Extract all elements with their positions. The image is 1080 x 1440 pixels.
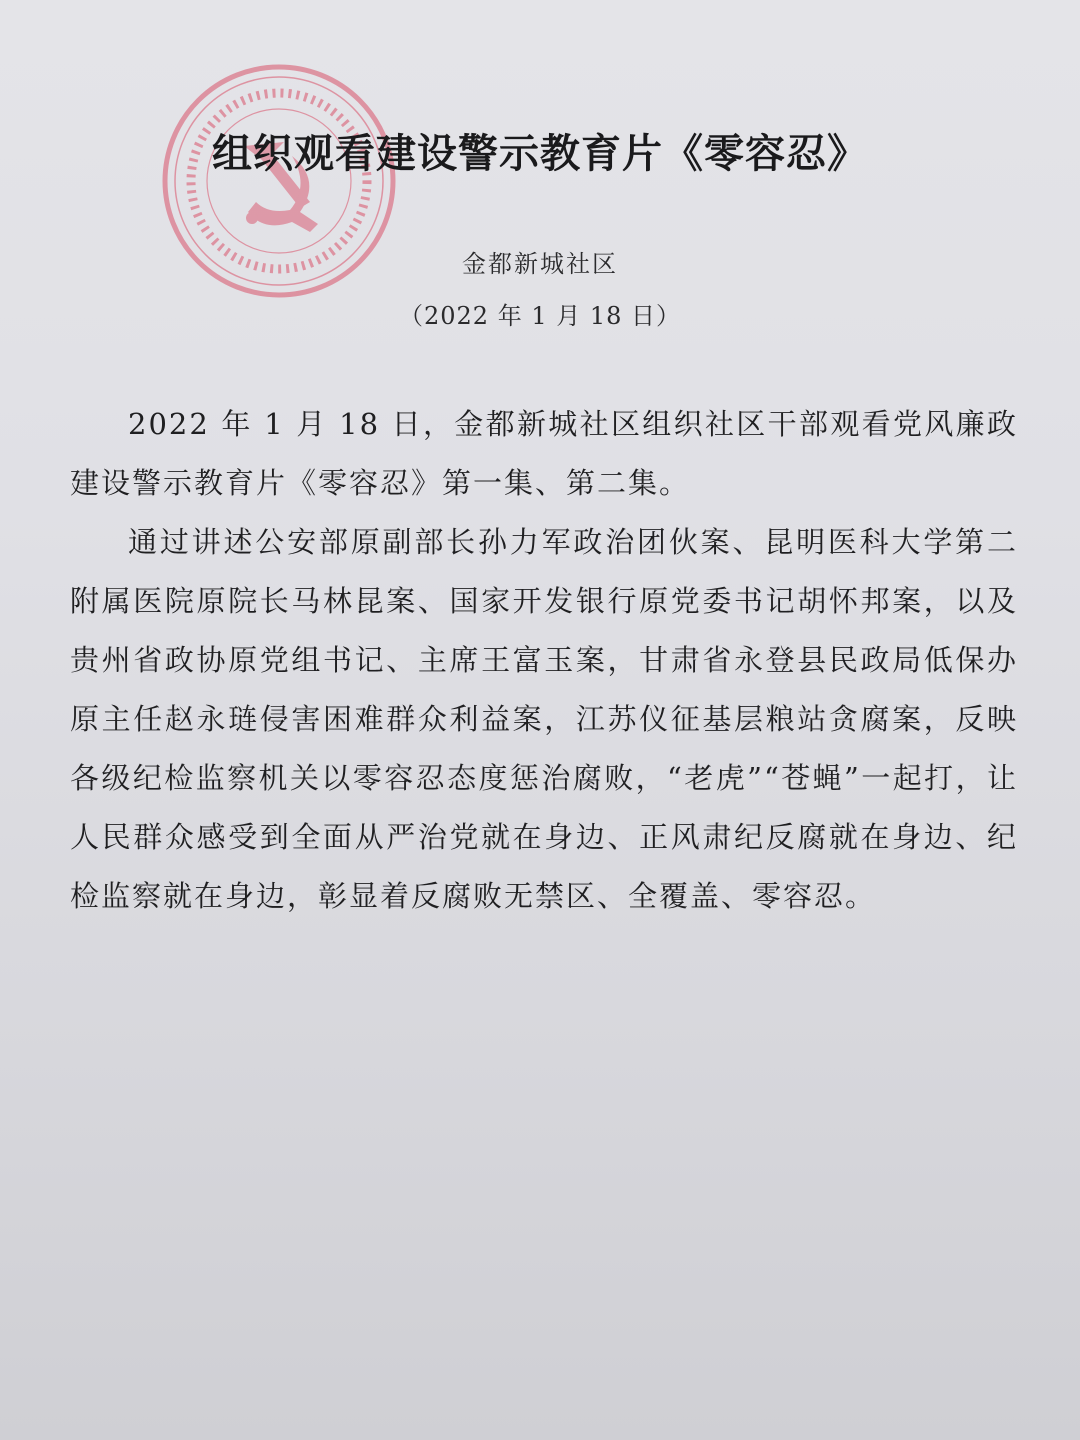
document-date: （2022 年 1 月 18 日）: [398, 302, 682, 330]
paragraph: 通过讲述公安部原副部长孙力军政治团伙案、昆明医科大学第二附属医院原院长马林昆案、国家开发银行原党委书记胡怀邦案，以及贵州省政协原党组书记、主席王富玉案，甘肃省永登县民政局低保办原主任赵永琏侵害困难群众利益案，江苏仪征基层粮站贪腐案，反映各级纪检监察机关以零容忍态度惩治腐败，“老虎”“苍蝇”一起打，让人民群众感受到全面从严治党就在身边、正风肃纪反腐就在身边、纪检监察就在身边，彰显着反腐败无禁区、全覆盖、零容忍。: [70, 525, 1018, 913]
document-title: 组织观看建设警示教育片《零容忍》: [212, 130, 868, 177]
paragraph: 2022 年 1 月 18 日，金都新城社区组织社区干部观看党风廉政建设警示教育片《零容忍》第一集、第二集。: [70, 407, 1018, 500]
document-body: [70, 395, 1018, 926]
organization-name: 金都新城社区: [462, 250, 618, 278]
